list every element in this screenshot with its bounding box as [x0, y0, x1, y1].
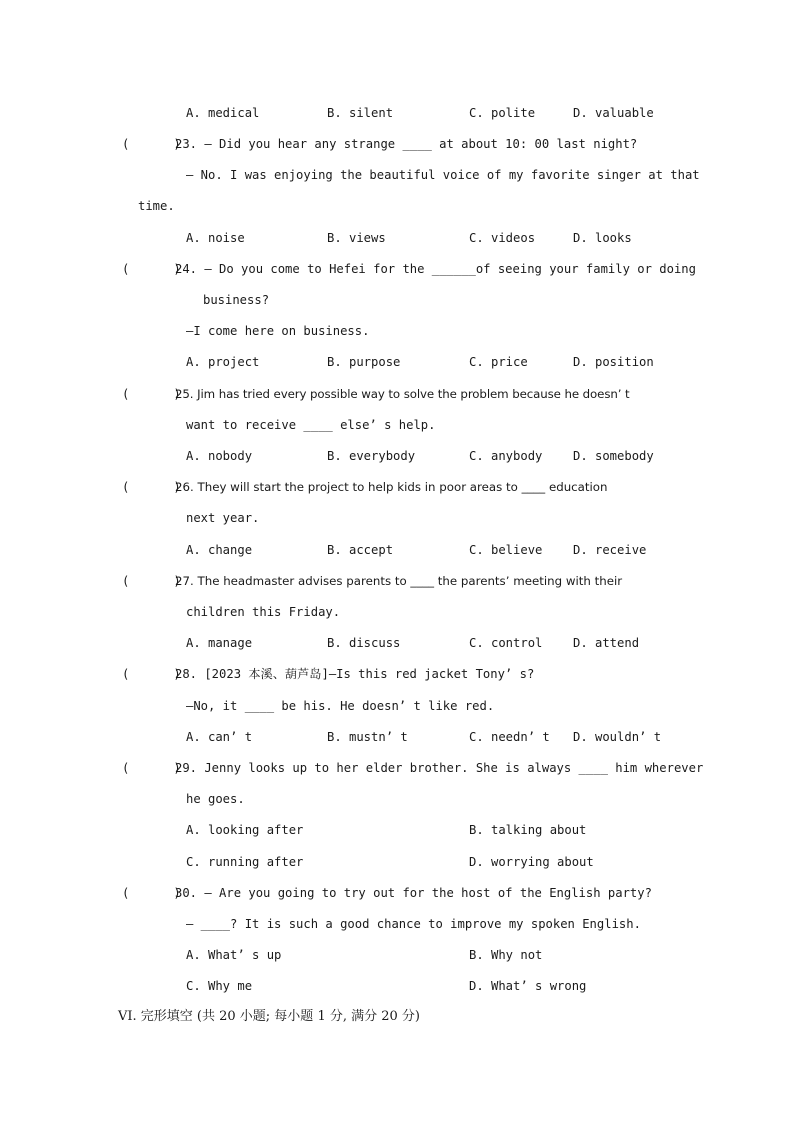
option-d: D. receive	[573, 543, 647, 557]
option-c: C. needn’ t	[469, 730, 550, 744]
answer-blank[interactable]: ( )	[122, 886, 181, 900]
option-b: B. Why not	[469, 948, 543, 962]
question-text: 29. Jenny looks up to her elder brother. She is always ____ him wherever	[175, 761, 704, 775]
question-text: want to receive ____ else’ s help.	[186, 418, 436, 432]
option-d: D. somebody	[573, 449, 654, 463]
question-text: 27. The headmaster advises parents to ____ the parents’ meeting with their	[175, 574, 623, 588]
option-a: A. medical	[186, 106, 260, 120]
option-a: A. manage	[186, 636, 253, 650]
option-c: C. believe	[469, 543, 543, 557]
option-d: D. attend	[573, 636, 640, 650]
option-a: A. can’ t	[186, 730, 253, 744]
option-a: A. noise	[186, 231, 245, 245]
question-text: — No. I was enjoying the beautiful voice of my favorite singer at that	[186, 168, 700, 182]
option-a: A. project	[186, 355, 260, 369]
answer-blank[interactable]: ( )	[122, 574, 181, 588]
option-b: B. mustn’ t	[327, 730, 408, 744]
option-d: D. worrying about	[469, 855, 594, 869]
option-d: D. looks	[573, 231, 632, 245]
section-heading: VI. 完形填空 (共 20 小题; 每小题 1 分, 满分 20 分)	[118, 1009, 420, 1024]
option-c: C. polite	[469, 106, 536, 120]
question-text: 24. — Do you come to Hefei for the ______of seeing your family or doing	[175, 262, 696, 276]
question-text: 25. Jim has tried every possible way to solve the problem because he doesn’ t	[175, 387, 630, 401]
question-text: business?	[203, 293, 270, 307]
option-a: A. looking after	[186, 823, 304, 837]
answer-blank[interactable]: ( )	[122, 480, 181, 494]
option-b: B. talking about	[469, 823, 587, 837]
answer-blank[interactable]: ( )	[122, 761, 181, 775]
question-text: 28. [2023 本溪、葫芦岛]—Is this red jacket Tony’ s?	[175, 667, 535, 681]
question-text: — ____? It is such a good chance to improve my spoken English.	[186, 917, 641, 931]
answer-blank[interactable]: ( )	[122, 667, 181, 681]
option-a: A. nobody	[186, 449, 253, 463]
answer-blank[interactable]: ( )	[122, 387, 181, 401]
option-b: B. accept	[327, 543, 394, 557]
question-text: 26. They will start the project to help kids in poor areas to ____ education	[175, 480, 608, 494]
option-a: A. What’ s up	[186, 948, 282, 962]
option-d: D. wouldn’ t	[573, 730, 662, 744]
option-d: D. position	[573, 355, 654, 369]
option-c: C. Why me	[186, 979, 253, 993]
option-b: B. silent	[327, 106, 394, 120]
option-c: C. control	[469, 636, 543, 650]
option-b: B. views	[327, 231, 386, 245]
option-b: B. discuss	[327, 636, 401, 650]
option-d: D. What’ s wrong	[469, 979, 587, 993]
answer-blank[interactable]: ( )	[122, 137, 181, 151]
option-b: B. everybody	[327, 449, 416, 463]
question-text: —No, it ____ be his. He doesn’ t like red.	[186, 699, 495, 713]
option-d: D. valuable	[573, 106, 654, 120]
option-b: B. purpose	[327, 355, 401, 369]
question-text: next year.	[186, 511, 260, 525]
question-text: 23. — Did you hear any strange ____ at about 10: 00 last night?	[175, 137, 638, 151]
answer-blank[interactable]: ( )	[122, 262, 181, 276]
question-text: —I come here on business.	[186, 324, 370, 338]
question-text: he goes.	[186, 792, 245, 806]
option-c: C. videos	[469, 231, 536, 245]
option-c: C. price	[469, 355, 528, 369]
option-a: A. change	[186, 543, 253, 557]
question-text: time.	[138, 199, 175, 213]
question-text: children this Friday.	[186, 605, 341, 619]
question-text: 30. — Are you going to try out for the host of the English party?	[175, 886, 652, 900]
option-c: C. anybody	[469, 449, 543, 463]
option-c: C. running after	[186, 855, 304, 869]
